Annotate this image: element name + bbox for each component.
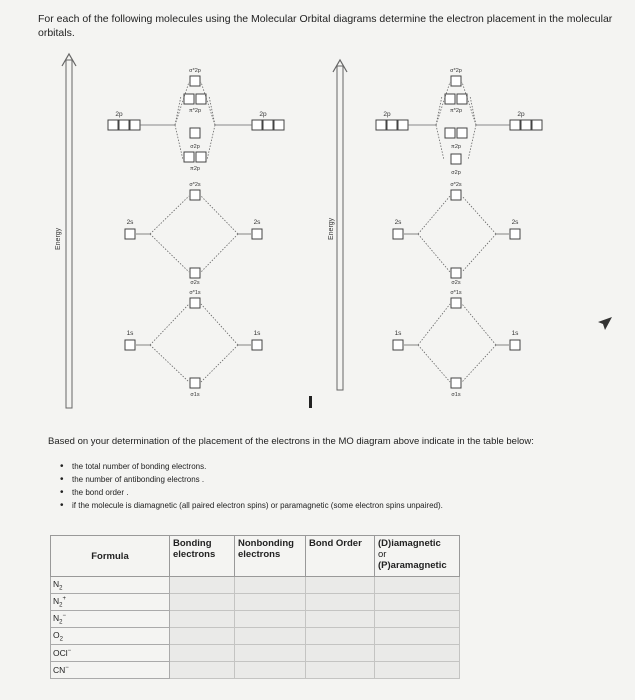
answer-input[interactable] bbox=[308, 596, 372, 609]
orbital-label: 1s bbox=[126, 330, 134, 337]
connector-line bbox=[468, 125, 476, 160]
atomic-1s-orbital[interactable] bbox=[393, 340, 403, 350]
answer-cell[interactable] bbox=[306, 577, 375, 594]
orbital-label: 1s bbox=[394, 330, 402, 337]
answer-input[interactable] bbox=[237, 647, 303, 660]
mo-pi-2p[interactable] bbox=[457, 128, 467, 138]
mo-sigma-star-1s[interactable] bbox=[451, 298, 461, 308]
answer-input[interactable] bbox=[172, 664, 232, 677]
connector-line bbox=[418, 234, 450, 272]
orbital-label: 2p bbox=[383, 111, 391, 118]
mo-pi-star-2p[interactable] bbox=[184, 94, 194, 104]
mo-pi-star-2p[interactable] bbox=[196, 94, 206, 104]
connector-line bbox=[436, 125, 444, 160]
answer-cell[interactable] bbox=[235, 645, 306, 662]
header-bond-order: Bond Order bbox=[306, 536, 375, 577]
pointer-cursor-icon bbox=[598, 317, 612, 330]
header-bonding: Bonding electrons bbox=[170, 536, 235, 577]
answer-input[interactable] bbox=[237, 664, 303, 677]
answer-cell[interactable] bbox=[235, 577, 306, 594]
answer-cell[interactable] bbox=[235, 628, 306, 645]
answer-cell[interactable] bbox=[375, 628, 460, 645]
connector-line bbox=[201, 196, 238, 234]
answer-input[interactable] bbox=[377, 647, 457, 660]
instruction-bullets bbox=[60, 460, 443, 512]
orbital-label: π*2p bbox=[188, 108, 202, 114]
table-row bbox=[51, 594, 460, 611]
connector-line bbox=[462, 304, 496, 345]
orbital-label: σ2p bbox=[451, 170, 461, 176]
connector-line bbox=[201, 345, 238, 382]
orbital-label: π2p bbox=[451, 144, 461, 150]
atomic-2s-orbital[interactable] bbox=[510, 229, 520, 239]
answer-cell[interactable] bbox=[170, 645, 235, 662]
mo-pi-2p[interactable] bbox=[184, 152, 194, 162]
connector-line bbox=[150, 304, 189, 345]
connector-line bbox=[418, 196, 450, 234]
atomic-1s-orbital[interactable] bbox=[125, 340, 135, 350]
formula-cell: OCl− bbox=[51, 645, 170, 662]
atomic-2p-orbital[interactable] bbox=[510, 120, 520, 130]
answer-cell[interactable] bbox=[235, 662, 306, 679]
answer-input[interactable] bbox=[308, 664, 372, 677]
orbital-label: 2s bbox=[511, 219, 519, 226]
mo-diagram-left bbox=[108, 68, 284, 398]
atomic-2p-orbital[interactable] bbox=[274, 120, 284, 130]
answer-cell[interactable] bbox=[170, 577, 235, 594]
mo-sigma-star-2s[interactable] bbox=[190, 190, 200, 200]
mo-sigma-2s[interactable] bbox=[451, 268, 461, 278]
answer-cell[interactable] bbox=[375, 662, 460, 679]
answer-cell[interactable] bbox=[375, 577, 460, 594]
atomic-1s-orbital[interactable] bbox=[510, 340, 520, 350]
answer-input[interactable] bbox=[308, 579, 372, 592]
mo-pi-star-2p[interactable] bbox=[445, 94, 455, 104]
atomic-2p-orbital[interactable] bbox=[130, 120, 140, 130]
atomic-2p-orbital[interactable] bbox=[252, 120, 262, 130]
mo-pi-2p[interactable] bbox=[196, 152, 206, 162]
answer-input[interactable] bbox=[377, 579, 457, 592]
orbital-label: σ*2p bbox=[189, 68, 201, 74]
connector-line bbox=[418, 304, 450, 345]
answer-cell[interactable] bbox=[170, 662, 235, 679]
answer-input[interactable] bbox=[172, 596, 232, 609]
answer-input[interactable] bbox=[237, 596, 303, 609]
table-row bbox=[51, 577, 460, 594]
answer-cell[interactable] bbox=[235, 611, 306, 628]
answer-cell[interactable] bbox=[306, 628, 375, 645]
answer-input[interactable] bbox=[172, 579, 232, 592]
header-magnetic: (D)iamagnetic or (P)aramagnetic bbox=[375, 536, 460, 577]
connector-line bbox=[175, 125, 183, 160]
header-formula: Formula bbox=[51, 536, 170, 577]
energy-label-left: Energy bbox=[55, 227, 62, 250]
answer-input[interactable] bbox=[172, 630, 232, 643]
orbital-label: σ*2p bbox=[450, 68, 462, 74]
answer-input[interactable] bbox=[172, 613, 232, 626]
connector-line bbox=[462, 345, 496, 382]
atomic-2s-orbital[interactable] bbox=[393, 229, 403, 239]
connector-line bbox=[462, 196, 496, 234]
atomic-2p-orbital[interactable] bbox=[387, 120, 397, 130]
answer-cell[interactable] bbox=[306, 662, 375, 679]
formula-cell: $N_2^+$ bbox=[51, 594, 170, 611]
orbital-label: π2p bbox=[190, 166, 200, 172]
atomic-2p-orbital[interactable] bbox=[532, 120, 542, 130]
orbital-label: 2p bbox=[115, 111, 123, 118]
answer-cell[interactable] bbox=[306, 611, 375, 628]
mo-pi-star-2p[interactable] bbox=[457, 94, 467, 104]
orbital-label: σ*1s bbox=[450, 290, 462, 296]
table-row bbox=[51, 645, 460, 662]
energy-axis-left bbox=[55, 54, 76, 408]
atomic-2s-orbital[interactable] bbox=[125, 229, 135, 239]
table-row bbox=[51, 628, 460, 645]
answer-cell[interactable] bbox=[306, 645, 375, 662]
mo-sigma-2p[interactable] bbox=[190, 128, 200, 138]
energy-axis-right bbox=[328, 60, 347, 390]
answer-input[interactable] bbox=[377, 613, 457, 626]
orbital-label: σ1s bbox=[190, 392, 200, 398]
mo-sigma-star-2p[interactable] bbox=[451, 76, 461, 86]
atomic-2p-orbital[interactable] bbox=[263, 120, 273, 130]
connector-line bbox=[150, 234, 189, 272]
mo-sigma-star-2p[interactable] bbox=[190, 76, 200, 86]
answer-cell[interactable] bbox=[375, 645, 460, 662]
answer-input[interactable] bbox=[377, 664, 457, 677]
atomic-2p-orbital[interactable] bbox=[119, 120, 129, 130]
instruction-bullet: • the total number of bonding electrons. bbox=[60, 460, 443, 473]
formula-cell: $N_2$ bbox=[51, 577, 170, 594]
orbital-label: 2s bbox=[126, 219, 134, 226]
answer-input[interactable] bbox=[237, 613, 303, 626]
atomic-1s-orbital[interactable] bbox=[252, 340, 262, 350]
table-row bbox=[51, 662, 460, 679]
connector-line bbox=[150, 196, 189, 234]
answer-table bbox=[50, 535, 460, 679]
answer-cell[interactable] bbox=[306, 594, 375, 611]
mo-sigma-2s[interactable] bbox=[190, 268, 200, 278]
orbital-label: σ*1s bbox=[189, 290, 201, 296]
mo-sigma-star-2s[interactable] bbox=[451, 190, 461, 200]
answer-input[interactable] bbox=[377, 596, 457, 609]
atomic-2p-orbital[interactable] bbox=[376, 120, 386, 130]
answer-cell[interactable] bbox=[170, 611, 235, 628]
orbital-label: 2s bbox=[394, 219, 402, 226]
mo-sigma-1s[interactable] bbox=[451, 378, 461, 388]
formula-cell: $N_2^-$ bbox=[51, 611, 170, 628]
table-row bbox=[51, 611, 460, 628]
formula-cell: CN− bbox=[51, 662, 170, 679]
answer-input[interactable] bbox=[308, 647, 372, 660]
answer-input[interactable] bbox=[237, 630, 303, 643]
mo-sigma-star-1s[interactable] bbox=[190, 298, 200, 308]
connector-line bbox=[201, 234, 238, 272]
instruction-bullet: • if the molecule is diamagnetic (all paired electron spins) or paramagnetic (some electron spins unpaired). bbox=[60, 499, 443, 512]
orbital-label: 1s bbox=[511, 330, 519, 337]
orbital-label: 1s bbox=[253, 330, 261, 337]
answer-cell[interactable] bbox=[170, 594, 235, 611]
orbital-label: σ*2s bbox=[450, 182, 462, 188]
formula-cell: $O_2$ bbox=[51, 628, 170, 645]
atomic-2s-orbital[interactable] bbox=[252, 229, 262, 239]
orbital-label: σ2p bbox=[190, 144, 200, 150]
header-nonbonding: Nonbonding electrons bbox=[235, 536, 306, 577]
answer-input[interactable] bbox=[308, 630, 372, 643]
instructions-text: Based on your determination of the placement of the electrons in the MO diagram above indicate in the table below: bbox=[48, 436, 534, 447]
answer-cell[interactable] bbox=[375, 594, 460, 611]
orbital-label: 2s bbox=[253, 219, 261, 226]
orbital-label: 2p bbox=[517, 111, 525, 118]
orbital-label: σ*2s bbox=[189, 182, 201, 188]
orbital-label: 2p bbox=[259, 111, 267, 118]
instruction-bullet: • the bond order . bbox=[60, 486, 443, 499]
answer-cell[interactable] bbox=[170, 628, 235, 645]
connector-line bbox=[462, 234, 496, 272]
mo-sigma-1s[interactable] bbox=[190, 378, 200, 388]
answer-input[interactable] bbox=[172, 647, 232, 660]
atomic-2p-orbital[interactable] bbox=[521, 120, 531, 130]
text-cursor-mark bbox=[309, 396, 312, 408]
connector-line bbox=[418, 345, 450, 382]
instruction-bullet: • the number of antibonding electrons . bbox=[60, 473, 443, 486]
orbital-label: σ1s bbox=[451, 392, 461, 398]
orbital-label: π*2p bbox=[449, 108, 463, 114]
orbital-label: σ2s bbox=[190, 280, 200, 286]
atomic-2p-orbital[interactable] bbox=[398, 120, 408, 130]
mo-diagrams bbox=[0, 50, 635, 420]
answer-input[interactable] bbox=[308, 613, 372, 626]
answer-cell[interactable] bbox=[375, 611, 460, 628]
orbital-label: σ2s bbox=[451, 280, 461, 286]
atomic-2p-orbital[interactable] bbox=[108, 120, 118, 130]
answer-cell[interactable] bbox=[235, 594, 306, 611]
answer-input[interactable] bbox=[377, 630, 457, 643]
question-text: For each of the following molecules using the Molecular Orbital diagrams determine the electron placement in the molecular orbitals. bbox=[38, 13, 613, 39]
connector-line bbox=[207, 125, 215, 160]
mo-diagram-right bbox=[376, 68, 542, 398]
answer-input[interactable] bbox=[237, 579, 303, 592]
mo-pi-2p[interactable] bbox=[445, 128, 455, 138]
mo-sigma-2p[interactable] bbox=[451, 154, 461, 164]
energy-label-right: Energy bbox=[328, 217, 335, 240]
connector-line bbox=[201, 304, 238, 345]
connector-line bbox=[150, 345, 189, 382]
